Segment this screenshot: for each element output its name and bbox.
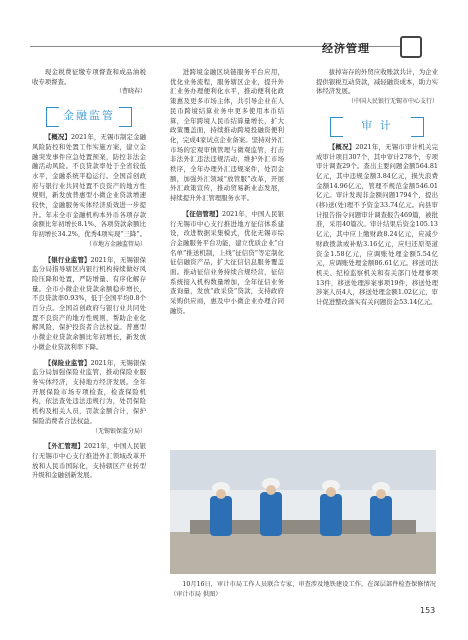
finance-supervision-heading: 金融监管	[32, 105, 146, 127]
credit-source: （中国人民银行无锡市中心支行）	[347, 98, 438, 106]
finance-overview-paragraph	[32, 133, 146, 240]
credit-management-label: 【征信管理】	[182, 209, 222, 218]
finance-overview-label: 【概况】	[44, 133, 71, 142]
audit-site-photo	[170, 450, 436, 574]
forex-continued-paragraph: 进跨境金融区块链服务平台应用，优化业务流程，服务辖区企业，提升外汇业务办理便利化水平，推动便利化政策惠及更多市场主体，共引导企业在人民币跨境结算业务中更多使用本币结算，全年跨境人民币结算量增长，扩大政策覆盖面，持续推动跨境投融资便利化，完成4家试点企业备案。坚持对外汇市场的宏观审慎管理与微观监管，打击非法外汇违法违规活动，维护外汇市场秩序，全年办理外汇违规案件，处罚金额，加强外汇领域“放管服”改革，开展外汇政策宣传，推动贸易新业态发展，持续提升外汇管理服务水平。	[170, 68, 284, 203]
credit-management-paragraph	[170, 210, 284, 317]
photo-caption-text: 10月16日，审计市局工作人员联合专家，审查涉及地铁建设工作，在深层部件检查保修情况	[182, 581, 436, 588]
banking-supervision-text: 2021年，无锡银保监分局指导辖区内银行机构持续做好风险压降和处置，严防增量、有序化解存量。全市小微企业贷款余额稳步增长，不良贷款率0.93%，低于全国平均0.8个百分点。全国首创政府与银行业共同处置不良资产的地方性规则，帮助企业化解风险，保护投资者合法权益。普惠型小微企业贷款余额比年初增长，新发放小微企业贷款利率下降。	[32, 255, 147, 351]
credit-continued-paragraph: 拔掉寄存的外贸应收账款共计，为企业提供银税互动贷款，减轻融资成本，助力实体经济发展。	[316, 68, 438, 96]
page-number: 153	[420, 606, 436, 615]
forex-management-label: 【外汇管理】	[44, 442, 84, 451]
column-middle	[170, 68, 284, 317]
column-right	[316, 68, 438, 308]
yearbook-logo	[400, 36, 422, 58]
insurance-supervision-source: （无锡银保监分局）	[91, 427, 146, 435]
insurance-supervision-text: 2021年，无锡银保监分局加强保险业监管，推动保险业服务实体经济，支持地方经济发展。全年开展保险市场专项检查，检查保险机构，依法查处违法违规行为，处罚保险机构及相关人员，罚款金额合计，保护保险消费者合法权益。	[32, 358, 147, 425]
page-header	[0, 0, 468, 54]
insurance-supervision-label: 【保险业监管】	[44, 358, 91, 367]
photo-caption	[170, 580, 436, 599]
insurance-supervision-paragraph	[32, 359, 146, 427]
intro-source: （曹晓春）	[115, 88, 146, 96]
photo-illustration	[170, 450, 436, 574]
intro-paragraph: 现金税费征缴专项督查和成品油税收专项督查。	[32, 68, 146, 86]
photo-caption-source: （审计市局 供图）	[170, 590, 222, 598]
column-left	[32, 68, 146, 481]
finance-overview-source: （市地方金融监管局）	[85, 240, 146, 248]
audit-heading: 审 计	[316, 115, 438, 137]
forex-management-paragraph	[32, 442, 146, 481]
forex-management-text: 2021年，中国人民银行无锡市中心支行推进外汇领域改革开放和人民币国际化，支持辖区产业转型升级和金融创新发展。	[32, 442, 146, 480]
audit-overview-text: 2021年，无锡市审计机关完成审计项目307个，其中审计278个，专项审计调查29个。查出主要问题金额564.81亿元，其中违规金额3.84亿元，损失浪费金额14.96亿元，管理不规范金额546.01亿元。审计发现非金额问题1794个，提出(移)送(处)理不予资金33.74亿元。向县审计报告指令问题审计调查报告469篇，被批准，采用40篇次。审计结果后资金105.13亿元，其中应上缴财政8.24亿元，应减少财政拨款或补贴3.16亿元，应归还原渠道资金1.58亿元，应调账处理金额5.54亿元，应调账处理金额86.61亿元。移送司法机关、纪检监察机关和有关部门处理事项13件，移送处理涉案事项19件，移送处理涉案人员4人，移送处理金额1.02亿元，审计促进整改落实有关问题资金53.14亿元。	[316, 142, 439, 307]
finance-overview-text: 2021年，无锡市制定金融风险防控和处置工作实施方案，建立金融突发事件应急处置预案，防控非法金融活动风险。不良贷款率处于全省较低水平，金融系统平稳运行。全国首创政府与银行业共同处置不良资产的地方性规则，新发放普惠型小微企业贷款增速较快，金融服务实体经济质效进一步提升。年末全市金融机构本外币各项存款余额比年初增长8.1%、各项贷款余额比年初增长34.2%，优秀4项实现“三降”。	[32, 133, 147, 239]
banking-supervision-paragraph	[32, 256, 146, 353]
banking-supervision-label: 【银行业监管】	[44, 255, 91, 264]
audit-overview-label: 【概况】	[328, 142, 356, 151]
audit-overview-paragraph	[316, 143, 438, 308]
credit-management-text: 2021年，中国人民银行无锡市中心支行推进地方征信体系建设，改进数据采集模式，优化无锡市综合金融服务平台功能，建立优质企业“白名单”推送机制，上线“征信贷”等定制化征信融资产品，扩大征信信息服务覆盖面。推动征信业务持续合规经营，征信系统接入机构数量增加，全年征信业务查询量，发放“政采贷”贷款，支持政府采购供应商，惠及中小微企业办理合同融资。	[170, 209, 284, 315]
section-title: 经济管理	[322, 42, 370, 55]
